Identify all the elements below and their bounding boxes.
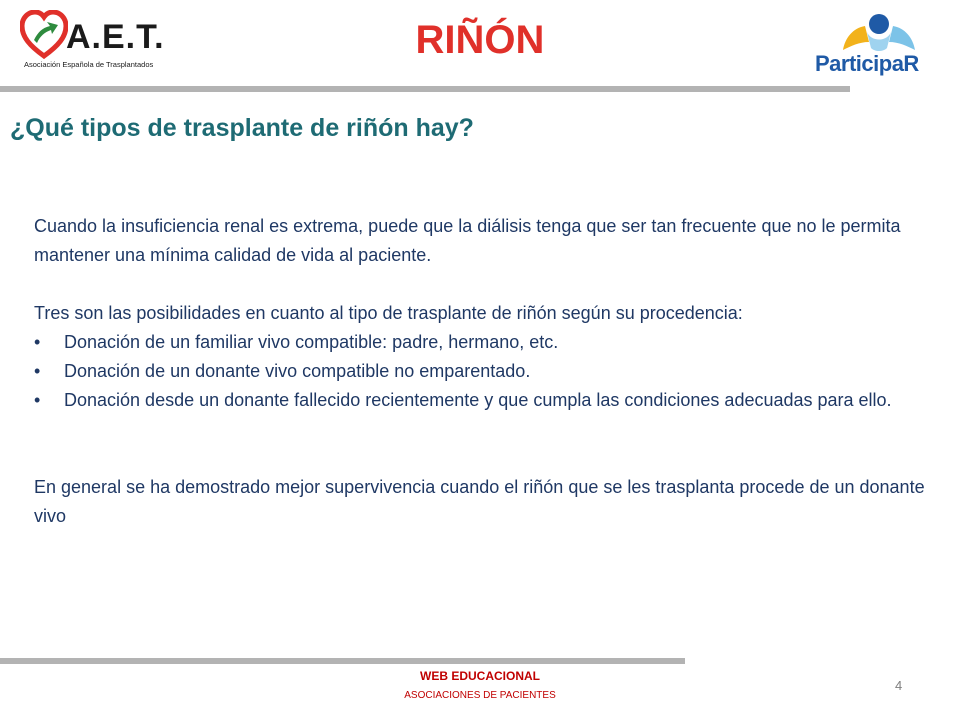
aet-logo-subtitle: Asociación Española de Trasplantados xyxy=(24,60,154,69)
spacer xyxy=(34,270,934,299)
body-content xyxy=(34,212,934,531)
footer-divider xyxy=(0,658,685,664)
page-number: 4 xyxy=(895,678,903,693)
list-item: • Donación desde un donante fallecido recientemente y que cumpla las condiciones adecuadas para ello. xyxy=(34,386,934,415)
footer-subtitle: ASOCIACIONES DE PACIENTES xyxy=(404,690,556,701)
intro-paragraph: Cuando la insuficiencia renal es extrema, puede que la diálisis tenga que ser tan frecuente que no le permita mantener una mínima calidad de vida al paciente. xyxy=(34,216,901,265)
aet-logo-text: A.E.T. xyxy=(66,18,165,56)
list-item: • Donación de un donante vivo compatible no emparentado. xyxy=(34,357,934,386)
section-heading: ¿Qué tipos de trasplante de riñón hay? xyxy=(10,114,474,142)
slide-title: RIÑÓN xyxy=(415,18,545,62)
footer-title: WEB EDUCACIONAL xyxy=(420,669,540,683)
options-paragraph: Tres son las posibilidades en cuanto al tipo de trasplante de riñón según su procedencia: xyxy=(34,303,743,323)
transplant-types-list xyxy=(34,328,934,415)
participar-logo-text: ParticipaR xyxy=(815,51,919,76)
spacer xyxy=(34,415,934,473)
header-divider xyxy=(0,86,850,92)
participar-logo xyxy=(815,12,940,77)
hands-logo-icon xyxy=(839,12,919,54)
list-item: • Donación de un familiar vivo compatible: padre, hermano, etc. xyxy=(34,328,934,357)
conclusion-paragraph: En general se ha demostrado mejor supervivencia cuando el riñón que se les trasplanta procede de un donante vivo xyxy=(34,477,925,526)
